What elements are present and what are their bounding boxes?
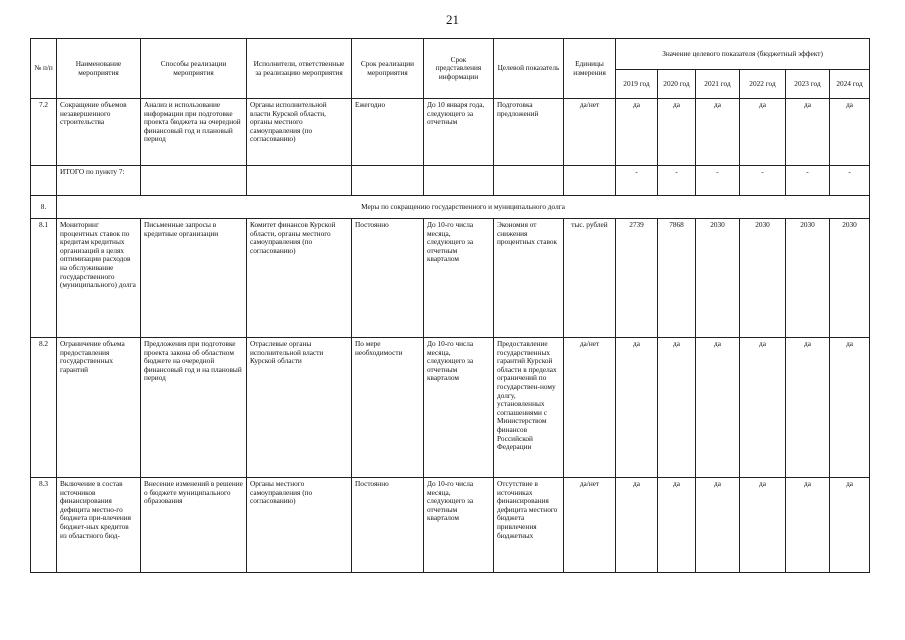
- row-value: да: [786, 478, 830, 573]
- row-report-term: До 10-го числа месяца, следующего за отчетным кварталом: [424, 338, 494, 478]
- row-term: По мере необходимости: [352, 338, 424, 478]
- row-value: 2030: [830, 219, 870, 338]
- row-value: да: [658, 338, 696, 478]
- row-value: да: [830, 99, 870, 166]
- table-row: [31, 478, 870, 573]
- row-num: 8.1: [31, 219, 57, 338]
- row-value: да: [830, 338, 870, 478]
- total-value: -: [786, 166, 830, 196]
- row-value: 7868: [658, 219, 696, 338]
- row-value: 2030: [740, 219, 786, 338]
- col-year: 2023 год: [786, 70, 830, 99]
- total-label: ИТОГО по пункту 7:: [57, 166, 141, 196]
- col-units: Единицы измерения: [564, 39, 616, 99]
- row-methods: Предложения при подготовке проекта закона об областном бюджете на очередной финансовый год и на плановый период: [141, 338, 247, 478]
- col-methods: Способы реализации мероприятия: [141, 39, 247, 99]
- row-target: Предоставление государственных гарантий Курской области в пределах ограничений по государствен-ному долгу, установленных соглашениями с Министерством финансов Российской Федерации: [494, 338, 564, 478]
- row-value: да: [786, 338, 830, 478]
- row-value: да: [616, 478, 658, 573]
- row-value: 2030: [786, 219, 830, 338]
- total-row: [31, 166, 870, 196]
- row-executors: Органы исполнительной власти Курской области, органы местного самоуправления (по согласованию): [247, 99, 352, 166]
- col-name: Наименование мероприятия: [57, 39, 141, 99]
- row-report-term: До 10-го числа месяца, следующего за отчетным кварталом: [424, 478, 494, 573]
- col-term: Срок реализации мероприятия: [352, 39, 424, 99]
- col-value-group: Значение целевого показателя (бюджетный эффект): [616, 39, 870, 70]
- row-value: да: [696, 338, 740, 478]
- row-target: Отсутствие в источниках финансирования дефицита местного бюджета привлечения бюджетных: [494, 478, 564, 573]
- section-row: [31, 196, 870, 219]
- col-num: № п/п: [31, 39, 57, 99]
- row-value: 2739: [616, 219, 658, 338]
- row-units: да/нет: [564, 478, 616, 573]
- row-value: да: [696, 478, 740, 573]
- total-value: -: [616, 166, 658, 196]
- measures-table: [30, 38, 870, 573]
- row-name: Включение в состав источников финансирования дефицита местно-го бюджета при-влечения бюджет-ных кредитов из областного бюд-: [57, 478, 141, 573]
- row-report-term: До 10-го числа месяца, следующего за отчетным кварталом: [424, 219, 494, 338]
- row-value: да: [658, 99, 696, 166]
- section-title: Меры по сокращению государственного и муниципального долга: [57, 196, 870, 219]
- row-executors: Отраслевые органы исполнительной власти Курской области: [247, 338, 352, 478]
- col-year: 2022 год: [740, 70, 786, 99]
- row-value: да: [830, 478, 870, 573]
- row-num: 7.2: [31, 99, 57, 166]
- row-value: да: [786, 99, 830, 166]
- table-row: [31, 338, 870, 478]
- table-row: [31, 219, 870, 338]
- total-value: -: [658, 166, 696, 196]
- col-year: 2021 год: [696, 70, 740, 99]
- row-term: Постоянно: [352, 478, 424, 573]
- row-term: Постоянно: [352, 219, 424, 338]
- row-methods: Письменные запросы в кредитные организации: [141, 219, 247, 338]
- row-value: да: [740, 99, 786, 166]
- row-units: да/нет: [564, 99, 616, 166]
- row-value: 2030: [696, 219, 740, 338]
- table-header-row: [31, 39, 870, 70]
- row-num: 8.2: [31, 338, 57, 478]
- row-term: Ежегодно: [352, 99, 424, 166]
- total-value: -: [830, 166, 870, 196]
- col-executors: Исполнители, ответственные за реализацию мероприятия: [247, 39, 352, 99]
- row-units: да/нет: [564, 338, 616, 478]
- page-number: 21: [446, 12, 459, 27]
- row-name: Мониторинг процентных ставок по кредитам кредитных организаций в целях оптимизации расходов на обслуживание государственного (муниципального) долга: [57, 219, 141, 338]
- row-methods: Анализ и использование информации при подготовке проекта бюджета на очередной финансовый год и плановый период: [141, 99, 247, 166]
- row-report-term: До 10 января года, следующего за отчетным: [424, 99, 494, 166]
- row-executors: Комитет финансов Курской области, органы местного самоуправления (по согласованию): [247, 219, 352, 338]
- total-value: -: [696, 166, 740, 196]
- row-num: 8.3: [31, 478, 57, 573]
- row-target: Экономия от снижения процентных ставок: [494, 219, 564, 338]
- row-value: да: [696, 99, 740, 166]
- col-year: 2019 год: [616, 70, 658, 99]
- row-value: да: [658, 478, 696, 573]
- col-year: 2020 год: [658, 70, 696, 99]
- row-name: Сокращение объемов незавершенного строительства: [57, 99, 141, 166]
- row-value: да: [740, 338, 786, 478]
- row-executors: Органы местного самоуправления (по согласованию): [247, 478, 352, 573]
- table-row: [31, 99, 870, 166]
- row-value: да: [616, 338, 658, 478]
- row-target: Подготовка предложений: [494, 99, 564, 166]
- row-units: тыс. рублей: [564, 219, 616, 338]
- col-target: Целевой показатель: [494, 39, 564, 99]
- row-name: Ограничение объема предоставления государственных гарантий: [57, 338, 141, 478]
- col-year: 2024 год: [830, 70, 870, 99]
- row-value: да: [740, 478, 786, 573]
- col-report-term: Срок представления информации: [424, 39, 494, 99]
- section-num: 8.: [31, 196, 57, 219]
- row-methods: Внесение изменений в решение о бюджете муниципального образования: [141, 478, 247, 573]
- total-value: -: [740, 166, 786, 196]
- row-value: да: [616, 99, 658, 166]
